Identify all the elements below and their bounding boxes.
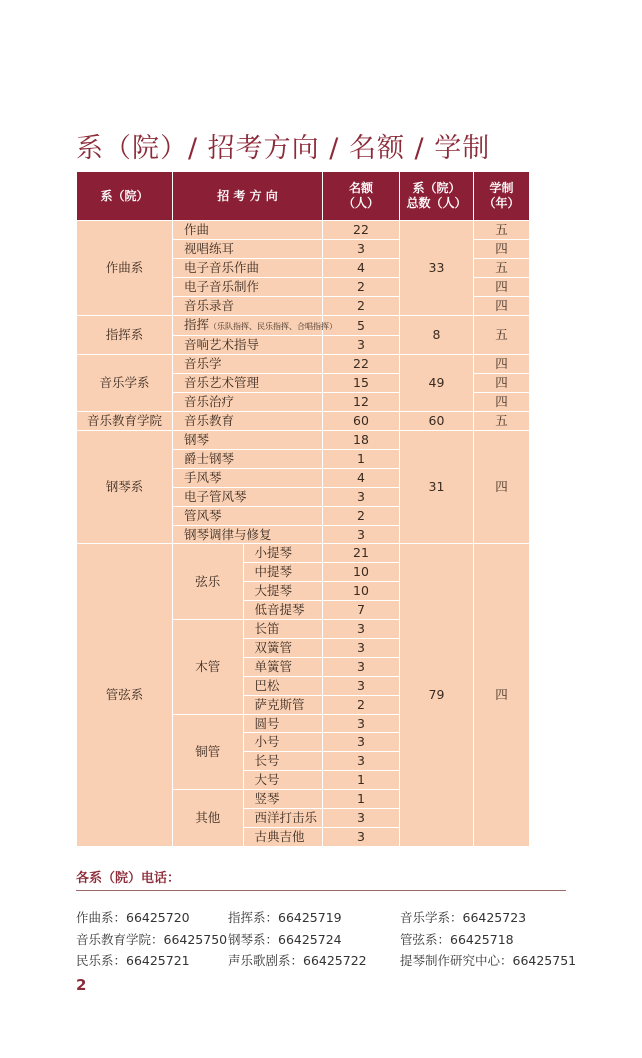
total-cell: 33 [400,221,474,316]
direction-cell: 作曲 [173,221,323,240]
direction-cell: 单簧管 [243,657,323,676]
quota-cell: 3 [323,676,400,695]
direction-cell: 双簧管 [243,638,323,657]
years-cell: 四 [474,393,530,412]
dept-cell: 音乐教育学院 [77,412,173,431]
years-cell: 五 [474,258,530,277]
dept-cell: 管弦系 [77,544,173,847]
years-cell: 四 [474,277,530,296]
quota-cell: 10 [323,582,400,601]
direction-cell: 中提琴 [243,563,323,582]
direction-note: （乐队指挥、民乐指挥、合唱指挥） [209,321,338,331]
page-title: 系（院）/ 招考方向 / 名额 / 学制 [76,133,491,164]
header-quota: 名额 （人） [323,172,400,221]
quota-cell: 3 [323,336,400,355]
contact-item: 民乐系：66425721 [76,953,190,968]
direction-cell: 小号 [243,733,323,752]
group-cell: 其他 [173,790,243,846]
direction-cell: 钢琴 [173,430,323,449]
direction-cell: 音乐治疗 [173,393,323,412]
header-years: 学制 （年） [474,172,530,221]
quota-cell: 5 [323,315,400,336]
table-row [77,355,530,374]
quota-cell: 3 [323,620,400,639]
quota-cell: 2 [323,277,400,296]
quota-cell: 12 [323,393,400,412]
years-cell: 四 [474,544,530,847]
years-cell: 四 [474,374,530,393]
direction-cell: 手风琴 [173,468,323,487]
contact-item: 音乐教育学院：66425750 [76,932,228,947]
quota-cell: 3 [323,638,400,657]
quota-cell: 21 [323,544,400,563]
contact-item: 提琴制作研究中心：66425751 [400,953,577,968]
direction-cell: 爵士钢琴 [173,449,323,468]
header-dept: 系（院） [77,172,173,221]
direction-cell: 竖琴 [243,790,323,809]
table-row [77,544,530,563]
quota-cell: 3 [323,239,400,258]
quota-cell: 3 [323,733,400,752]
direction-cell: 西洋打击乐 [243,809,323,828]
direction-cell: 指挥（乐队指挥、民乐指挥、合唱指挥） [173,315,323,336]
group-cell: 铜管 [173,714,243,790]
header-total: 系（院） 总数（人） [400,172,474,221]
total-cell: 49 [400,355,474,412]
quota-cell: 3 [323,487,400,506]
quota-cell: 3 [323,714,400,733]
direction-cell: 大号 [243,771,323,790]
direction-cell: 圆号 [243,714,323,733]
direction-cell: 古典吉他 [243,828,323,846]
contact-item: 指挥系：66425719 [228,910,342,925]
table-row [77,430,530,449]
quota-cell: 4 [323,258,400,277]
direction-cell: 低音提琴 [243,601,323,620]
quota-cell: 1 [323,790,400,809]
quota-cell: 1 [323,771,400,790]
quota-cell: 3 [323,525,400,544]
dept-cell: 指挥系 [77,315,173,355]
direction-cell: 长号 [243,752,323,771]
direction-cell: 长笛 [243,620,323,639]
quota-cell: 4 [323,468,400,487]
direction-cell: 电子音乐作曲 [173,258,323,277]
quota-cell: 2 [323,296,400,315]
direction-cell: 萨克斯管 [243,695,323,714]
quota-cell: 22 [323,355,400,374]
years-cell: 五 [474,221,530,240]
quota-cell: 3 [323,752,400,771]
contact-item: 管弦系：66425718 [400,932,514,947]
quota-cell: 22 [323,221,400,240]
quota-cell: 3 [323,828,400,847]
quota-cell: 18 [323,430,400,449]
header-direction: 招 考 方 向 [173,172,323,221]
total-cell: 8 [400,315,474,355]
group-cell: 弦乐 [173,544,243,619]
direction-cell: 管风琴 [173,506,323,525]
direction-cell: 小提琴 [243,544,323,562]
contacts-title: 各系（院）电话： [76,871,181,886]
quota-cell: 10 [323,563,400,582]
contact-item: 钢琴系：66425724 [228,932,342,947]
years-cell: 四 [474,355,530,374]
years-cell: 五 [474,315,530,355]
page-number: 2 [76,976,87,994]
dept-cell: 音乐学系 [77,355,173,412]
direction-cell: 大提琴 [243,582,323,601]
direction-cell: 音响艺术指导 [173,336,323,355]
years-cell: 四 [474,430,530,543]
quota-cell: 3 [323,657,400,676]
dept-cell: 作曲系 [77,221,173,316]
quota-cell: 60 [323,412,400,431]
direction-cell: 巴松 [243,676,323,695]
table-row [77,221,530,240]
contact-item: 声乐歌剧系：66425722 [228,953,367,968]
divider [76,890,566,891]
direction-cell: 音乐录音 [173,296,323,315]
admissions-table [76,171,530,847]
dept-cell: 钢琴系 [77,430,173,543]
direction-cell: 电子音乐制作 [173,277,323,296]
table-header-row [77,172,530,221]
direction-cell: 音乐艺术管理 [173,374,323,393]
quota-cell: 7 [323,601,400,620]
direction-cell: 视唱练耳 [173,239,323,258]
total-cell: 31 [400,430,474,543]
table-row [77,315,530,336]
total-cell: 60 [400,412,474,431]
direction-cell: 音乐学 [173,355,323,374]
quota-cell: 2 [323,506,400,525]
quota-cell: 3 [323,809,400,828]
direction-cell: 钢琴调律与修复 [173,525,323,544]
years-cell: 五 [474,412,530,431]
group-cell: 木管 [173,620,243,715]
table-row [77,412,530,431]
direction-cell: 电子管风琴 [173,487,323,506]
years-cell: 四 [474,296,530,315]
quota-cell: 15 [323,374,400,393]
direction-cell: 音乐教育 [173,412,323,431]
sub-direction-table [173,544,323,846]
contact-item: 作曲系：66425720 [76,910,190,925]
contact-item: 音乐学系：66425723 [400,910,527,925]
total-cell: 79 [400,544,474,847]
quota-cell: 1 [323,449,400,468]
sub-direction-cell [173,544,323,847]
quota-cell: 2 [323,695,400,714]
years-cell: 四 [474,239,530,258]
